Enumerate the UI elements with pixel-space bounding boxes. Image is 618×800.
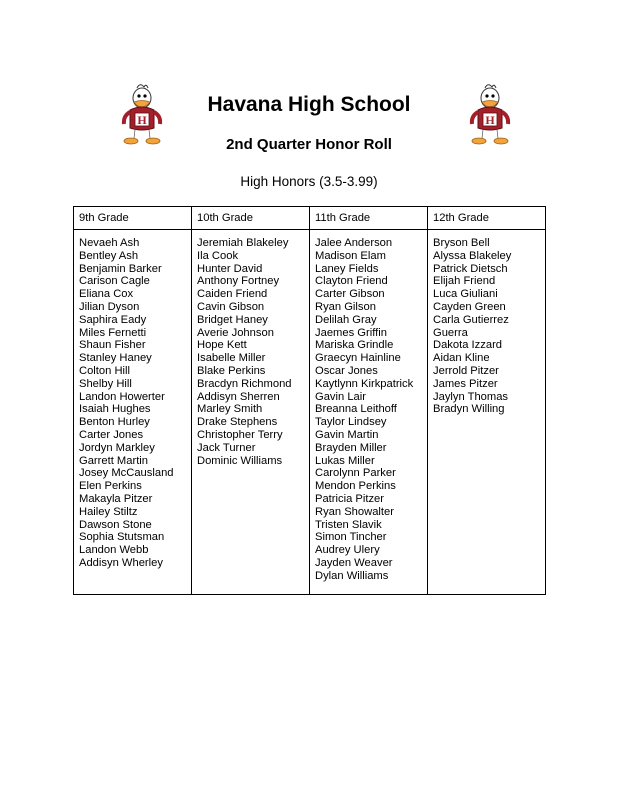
student-name: Jeremiah Blakeley	[197, 237, 289, 249]
honors-level-label: High Honors (3.5-3.99)	[240, 174, 378, 189]
student-name: Brayden Miller	[315, 441, 387, 454]
student-name: Jaylyn Thomas	[433, 390, 509, 403]
grade-9-names	[74, 230, 192, 595]
student-name: Delilah Gray	[315, 313, 377, 326]
grade-header-9: 9th Grade	[74, 207, 192, 230]
student-name: Caiden Friend	[197, 288, 268, 301]
student-name: James Pitzer	[433, 377, 498, 390]
student-name: Saphira Eady	[79, 313, 147, 326]
student-name: Carla Gutierrez	[433, 313, 509, 326]
student-name: Hailey Stiltz	[79, 505, 138, 518]
student-name: Graecyn Hainline	[315, 352, 401, 365]
student-name: Breanna Leithoff	[315, 403, 397, 416]
page-title: Havana High School	[207, 93, 411, 116]
student-name: Isabelle Miller	[197, 352, 266, 365]
student-name: Stanley Haney	[79, 352, 152, 365]
student-name: Carter Gibson	[315, 288, 385, 301]
student-name: Dominic Williams	[197, 454, 283, 467]
student-name: Gavin Martin	[315, 428, 379, 441]
student-name: Josey McCausland	[79, 467, 174, 480]
student-name: Sophia Stutsman	[79, 531, 165, 544]
grade-12-names	[428, 230, 546, 595]
student-name: Eliana Cox	[79, 288, 134, 301]
student-name: Hope Kett	[197, 339, 247, 352]
student-name: Carison Cagle	[79, 275, 150, 288]
student-name: Nevaeh Ash	[79, 237, 140, 249]
student-name: Bentley Ash	[79, 249, 139, 262]
student-name: Patrick Dietsch	[433, 262, 508, 275]
student-name: Laney Fields	[315, 262, 379, 275]
student-name: Carter Jones	[79, 428, 144, 441]
grade-10-names	[192, 230, 310, 595]
student-name: Dakota Izzard	[433, 339, 503, 352]
student-name: Makayla Pitzer	[79, 492, 153, 505]
student-name: Cavin Gibson	[197, 300, 265, 313]
student-name: Carolynn Parker	[315, 467, 396, 480]
student-name: Jaemes Griffin	[315, 326, 387, 339]
student-name: Taylor Lindsey	[315, 416, 387, 429]
student-name: Madison Elam	[315, 249, 386, 262]
student-name: Lukas Miller	[315, 454, 375, 467]
student-name: Dawson Stone	[79, 518, 152, 531]
student-name: Averie Johnson	[197, 326, 274, 339]
student-name: Dylan Williams	[315, 569, 389, 582]
student-name: Alyssa Blakeley	[433, 249, 512, 262]
student-name: Hunter David	[197, 262, 263, 275]
student-name: Blake Perkins	[197, 364, 266, 377]
student-name: Garrett Martin	[79, 454, 149, 467]
student-name: Patricia Pitzer	[315, 492, 385, 505]
student-name: Addisyn Sherren	[197, 390, 280, 403]
student-name: Simon Tincher	[315, 531, 387, 544]
student-name: Luca Giuliani	[433, 288, 498, 301]
student-name: Tristen Slavik	[315, 518, 382, 531]
student-name: Benton Hurley	[79, 416, 150, 429]
student-name: Jordyn Markley	[79, 441, 155, 454]
student-name: Bridget Haney	[197, 313, 268, 326]
grade-header-12: 12th Grade	[428, 207, 546, 230]
grade-header-11: 11th Grade	[310, 207, 428, 230]
student-name: Benjamin Barker	[79, 262, 162, 275]
grade-11-names	[310, 230, 428, 595]
student-name: Aidan Kline	[433, 352, 490, 365]
student-name: Drake Stephens	[197, 416, 278, 429]
student-name: Miles Fernetti	[79, 326, 147, 339]
student-name: Audrey Ulery	[315, 544, 380, 557]
student-name: Guerra	[433, 326, 468, 339]
student-name: Shelby Hill	[79, 377, 132, 390]
student-name: Gavin Lair	[315, 390, 366, 403]
student-name: Mendon Perkins	[315, 480, 396, 493]
student-name: Jilian Dyson	[79, 300, 140, 313]
grade-header-row	[74, 207, 546, 230]
grade-header-10: 10th Grade	[192, 207, 310, 230]
student-name: Elen Perkins	[79, 480, 142, 493]
student-name: Shaun Fisher	[79, 339, 146, 352]
student-name: Addisyn Wherley	[79, 556, 163, 569]
student-name: Landon Webb	[79, 544, 149, 557]
student-name: Jalee Anderson	[315, 237, 393, 249]
student-name: Clayton Friend	[315, 275, 388, 288]
student-name: Jerrold Pitzer	[433, 364, 499, 377]
student-name: Jack Turner	[197, 441, 256, 454]
student-name: Ryan Gilson	[315, 300, 376, 313]
student-name: Landon Howerter	[79, 390, 165, 403]
student-name: Bradyn Willing	[433, 403, 505, 416]
student-name: Isaiah Hughes	[79, 403, 151, 416]
student-name: Ila Cook	[197, 249, 239, 262]
student-name: Colton Hill	[79, 364, 130, 377]
student-name: Kaytlynn Kirkpatrick	[315, 377, 414, 390]
student-name: Cayden Green	[433, 300, 506, 313]
student-name: Anthony Fortney	[197, 275, 280, 288]
student-name: Christopher Terry	[197, 428, 283, 441]
student-name: Oscar Jones	[315, 364, 378, 377]
honor-roll-table	[73, 206, 546, 595]
student-name: Bryson Bell	[433, 237, 490, 249]
names-row	[74, 230, 546, 595]
student-name: Mariska Grindle	[315, 339, 394, 352]
student-name: Bracdyn Richmond	[197, 377, 292, 390]
mascot-letter: H	[485, 113, 495, 127]
student-name: Elijah Friend	[433, 275, 496, 288]
student-name: Marley Smith	[197, 403, 263, 416]
student-name: Jayden Weaver	[315, 556, 393, 569]
student-name: Ryan Showalter	[315, 505, 394, 518]
honor-roll-subtitle: 2nd Quarter Honor Roll	[226, 136, 392, 153]
mascot-letter: H	[137, 113, 147, 127]
